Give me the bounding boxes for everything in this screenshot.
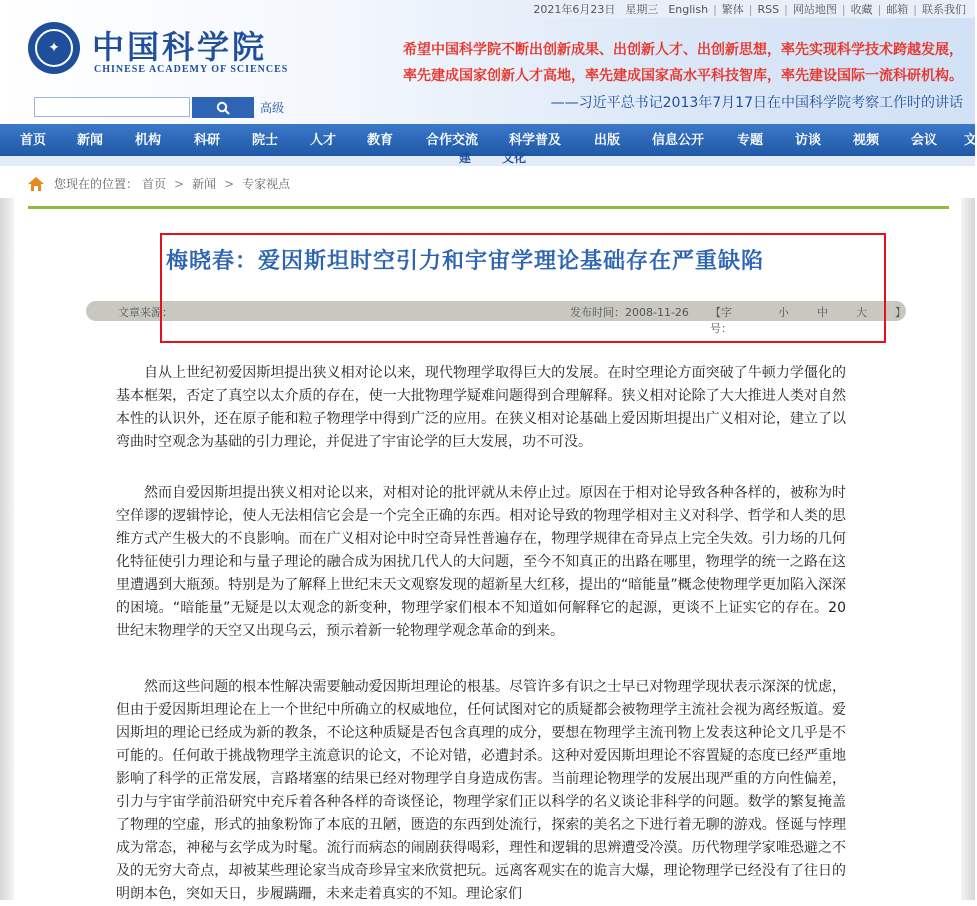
article-date: 发布时间：2008-11-26 [570,306,689,319]
font-size-label: 【字号： [710,306,732,335]
topbar-traditional-link[interactable]: 繁体 [721,3,744,16]
nav-item-home[interactable]: 首页 [20,133,47,148]
divider: | [784,2,788,16]
font-size-small-button[interactable]: 小 [778,306,789,319]
breadcrumb-news[interactable]: 新闻 [192,177,217,191]
search-icon [216,101,230,115]
home-icon [28,177,44,191]
top-utility-bar [520,0,975,18]
site-header [0,0,975,124]
nav-item-education[interactable]: 教育 [367,133,394,148]
chevron-right-icon: > [174,176,185,191]
topbar-date: 2021年6月23日 [533,3,616,16]
nav-sub-item-culture[interactable]: 文化 [502,151,527,165]
font-size-large-button[interactable]: 大 [856,306,867,319]
page-frame-right [961,198,975,900]
article-title: 梅晓春：爱因斯坦时空引力和宇宙学理论基础存在严重缺陷 [166,248,765,274]
nav-item-interviews[interactable]: 访谈 [795,133,822,148]
advanced-search-link[interactable]: 高级 [260,101,285,115]
article-paragraph: 然而自爱因斯坦提出狭义相对论以来，对相对论的批评就从未停止过。原因在于相对论导致各种各样的，被称为时空佯谬的逻辑悖论，使人无法相信它会是一个完全正确的东西。相对论导致的物理学相对主义对科学、哲学和人类的思维方式产生极大的不良影响。而在广义相对论中时空奇异性普遍存在，物理学规律在奇异点上完全失效。引力场的几何化特征使引力理论和与量子理论的融合成为困扰几代人的大问题，至今不知真正的出路在哪里，物理学的统一之路在这里遭遇到大瓶颈。特别是为了解释上世纪末天文观察发现的超新星大红移，提出的“暗能量”概念使物理学更加陷入深深的困境。“暗能量”无疑是以太观念的新变种，物理学家们根本不知道如何解释它的起源，更谈不上证实它的存在。20世纪末物理学的天空又出现乌云，预示着新一轮物理学观念革命的到来。 [116,485,846,639]
nav-item-topics[interactable]: 专题 [737,133,764,148]
article-paragraph: 然而这些问题的根本性解决需要触动爱因斯坦理论的根基。尽管许多有识之士早已对物理学现状表示深深的忧虑，但由于爱因斯坦理论在上一个世纪中所确立的权威地位，任何试图对它的质疑都会被物理学主流社会视为离经叛道。爱因斯坦的理论已经成为新的教条，不论这种质疑是否包含真理的成分，要想在物理学主流刊物上发表这种论文几乎是不可能的。任何敢于挑战物理学主流意识的论文，不论对错，必遭封杀。这种对爱因斯坦理论不容置疑的态度已经严重地影响了科学的正常发展，言路堵塞的结果已经对物理学自身造成伤害。当前理论物理学的发展出现严重的方向性偏差，引力与宇宙学前沿研究中充斥着各种各样的奇谈怪论，物理学家们正以科学的名义谈论非科学的问题。数学的繁复掩盖了物理的空虚，形式的抽象粉饰了本底的丑陋，匮造的东西到处流行，探索的美名之下进行着无聊的游戏。怪诞与悖理成为常态，神秘与玄学成为时髦。流行而病态的闹剧获得喝彩，理性和逻辑的思辨遭受冷漠。历代物理学家唯恐避之不及的无穷大奇点，却被某些理论家当成奇珍异宝来欣赏把玩。远离客观实在的诡言大爆，理论物理学已经没有了往日的明朗本色，突如天日，步履蹒跚，未来走着真实的不知。理论家们 [116,679,846,902]
search-button[interactable] [192,97,254,118]
slogan-source: ——习近平总书记2013年7月17日在中国科学院考察工作时的讲话 [550,95,963,111]
topbar-contact-link[interactable]: 联系我们 [922,3,966,16]
org-name-cn[interactable]: 中国科学院 [92,28,268,66]
slogan [403,37,963,89]
nav-subbar [0,156,975,166]
nav-item-popular-science[interactable]: 科学普及 [509,133,562,148]
nav-item-research[interactable]: 科研 [194,133,221,148]
content-top-border [28,206,949,209]
divider: | [713,2,717,16]
topbar-rss-link[interactable]: RSS [757,2,780,16]
cas-logo-icon[interactable] [28,22,80,74]
page-frame-left [0,198,14,900]
main-nav [0,124,975,156]
chevron-right-icon: > [224,176,235,191]
breadcrumb-expert-view[interactable]: 专家视点 [242,177,291,191]
divider: | [748,2,753,16]
org-name-en: CHINESE ACADEMY OF SCIENCES [94,64,289,75]
breadcrumb-home[interactable]: 首页 [142,177,167,191]
divider: | [841,2,846,16]
search-input[interactable] [34,97,190,117]
font-size-end: 】 [895,306,906,319]
breadcrumb [28,175,290,192]
nav-item-news[interactable]: 新闻 [77,133,104,148]
font-size-medium-button[interactable]: 中 [817,306,828,319]
divider: | [913,2,917,16]
logo-inner-ring: ✦ [35,29,73,67]
nav-sub-item-build[interactable]: 建 [459,151,472,165]
slogan-line-1: 希望中国科学院不断出创新成果、出创新人才、出创新思想，率先实现科学技术跨越发展， [403,42,963,58]
breadcrumb-prefix: 您现在的位置： [54,177,139,191]
topbar-weekday: 星期三 [625,3,659,16]
nav-item-video[interactable]: 视频 [853,133,880,148]
nav-item-info-disclosure[interactable]: 信息公开 [652,133,705,148]
nav-item-academicians[interactable]: 院士 [252,133,279,148]
topbar-favorite-link[interactable]: 收藏 [850,3,873,16]
nav-item-culture[interactable]: 文 [964,133,977,148]
nav-item-cooperation[interactable]: 合作交流 [426,133,479,148]
topbar-sitemap-link[interactable]: 网站地图 [792,3,837,16]
highlight-annotation-box [160,233,886,343]
article-paragraph: 自从上世纪初爱因斯坦提出狭义相对论以来，现代物理学取得巨大的发展。在时空理论方面突破了牛顿力学僵化的基本框架，否定了真空以太介质的存在，使一大批物理学疑难问题得到合理解释。狭义相对论除了大大推进人类对自然本性的认识外，还在原子能和粒子物理学中得到广泛的应用。在狭义相对论基础上爱因斯坦提出广义相对论，建立了以弯曲时空观念为基础的引力理论，并促进了宇宙论学的巨大发展，功不可没。 [116,365,846,450]
slogan-line-2: 率先建成国家创新人才高地，率先建成国家高水平科技智库，率先建设国际一流科研机构。 [403,68,963,84]
article-source: 文章来源： [118,306,173,319]
nav-item-talent[interactable]: 人才 [310,133,337,148]
nav-item-meetings[interactable]: 会议 [911,133,938,148]
divider: | [877,2,882,16]
topbar-english-link[interactable]: English [668,2,709,16]
nav-item-institutes[interactable]: 机构 [135,133,162,148]
nav-item-publishing[interactable]: 出版 [594,133,621,148]
topbar-mail-link[interactable]: 邮箱 [886,3,909,16]
